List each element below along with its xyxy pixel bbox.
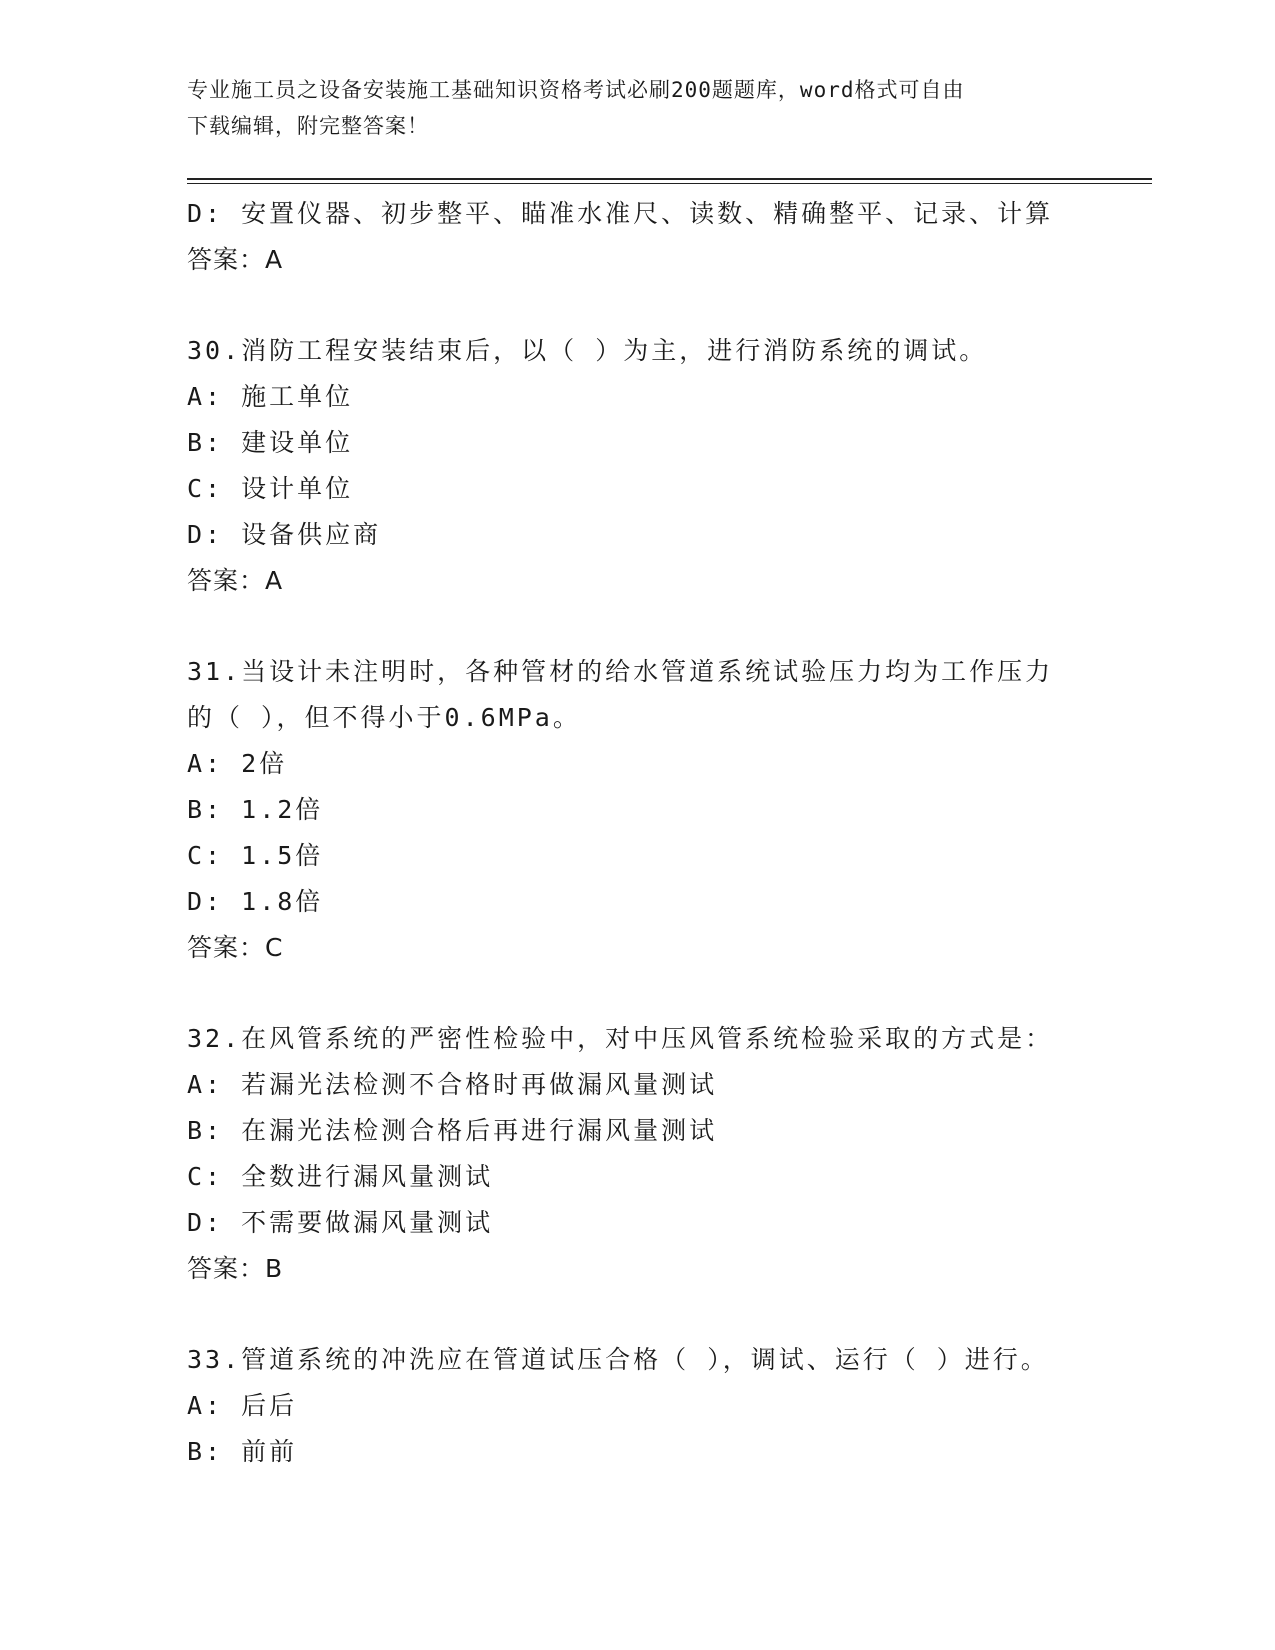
option-c: C: 全数进行漏风量测试: [187, 1162, 494, 1191]
question-text-line-2: 的（ ），但不得小于0.6MPa。: [187, 703, 581, 732]
option-d: D: 不需要做漏风量测试: [187, 1208, 494, 1237]
option-a: A: 后后: [187, 1391, 298, 1420]
document-header: [187, 72, 1067, 144]
option-a: A: 施工单位: [187, 382, 354, 411]
question-31: [187, 649, 1137, 971]
option-d: D: 安置仪器、初步整平、瞄准水准尺、读数、精确整平、记录、计算: [187, 199, 1054, 228]
answer: 答案：B: [187, 1254, 284, 1283]
header-line-2: 下载编辑，附完整答案！: [187, 114, 429, 138]
option-d: D: 1.8倍: [187, 887, 324, 916]
question-list: [187, 191, 1137, 1475]
question-text-line-1: 31.当设计未注明时，各种管材的给水管道系统试验压力均为工作压力: [187, 657, 1054, 686]
header-rule-thick: [187, 178, 1152, 180]
option-a: A: 若漏光法检测不合格时再做漏风量测试: [187, 1070, 718, 1099]
answer: 答案：A: [187, 566, 284, 595]
question-30: [187, 328, 1137, 604]
answer: 答案：A: [187, 245, 284, 274]
header-rule-thin: [187, 183, 1152, 184]
option-b: B: 前前: [187, 1437, 298, 1466]
option-d: D: 设备供应商: [187, 520, 382, 549]
answer: 答案：C: [187, 933, 284, 962]
option-c: C: 设计单位: [187, 474, 354, 503]
option-c: C: 1.5倍: [187, 841, 324, 870]
header-line-1: 专业施工员之设备安装施工基础知识资格考试必刷200题题库，word格式可自由: [187, 78, 965, 102]
option-a: A: 2倍: [187, 749, 288, 778]
option-b: B: 在漏光法检测合格后再进行漏风量测试: [187, 1116, 718, 1145]
question-33: [187, 1337, 1137, 1475]
question-text: 33.管道系统的冲洗应在管道试压合格（ ），调试、运行（ ）进行。: [187, 1345, 1049, 1374]
question-text: 30.消防工程安装结束后，以（ ）为主，进行消防系统的调试。: [187, 336, 988, 365]
question-29: [187, 191, 1137, 283]
question-text: 32.在风管系统的严密性检验中，对中压风管系统检验采取的方式是：: [187, 1024, 1054, 1053]
option-b: B: 1.2倍: [187, 795, 324, 824]
option-b: B: 建设单位: [187, 428, 354, 457]
question-32: [187, 1016, 1137, 1292]
